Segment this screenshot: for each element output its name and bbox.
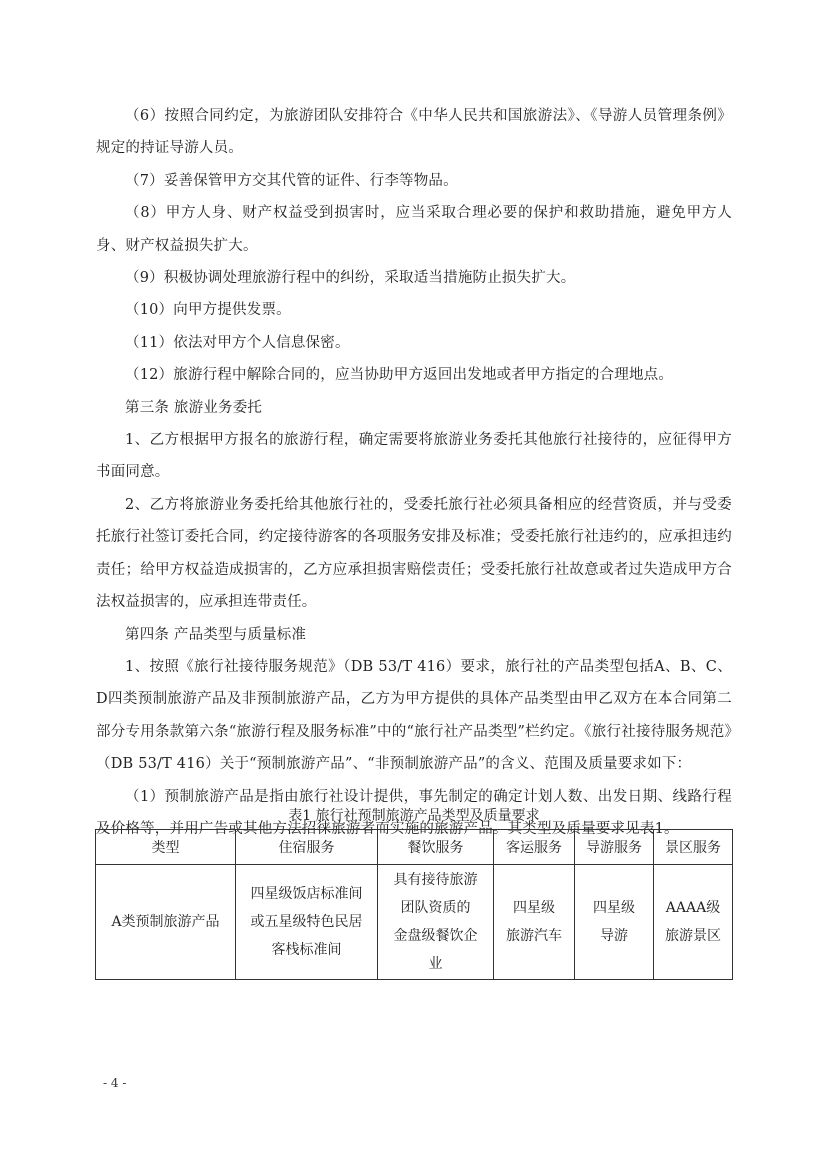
table-cell-type: A类预制旅游产品: [96, 865, 236, 980]
table-row: [96, 865, 733, 980]
page-number: - 4 -: [103, 1076, 127, 1090]
paragraph-clause-11: （11）依法对甲方个人信息保密。: [125, 334, 350, 351]
paragraph-clause-7: （7）妥善保管甲方交其代管的证件、行李等物品。: [125, 172, 458, 189]
paragraph-article-3-item-2: 2、乙方将旅游业务委托给其他旅行社的，受委托旅行社必须具备相应的经营资质，并与受委托旅行社签订委托合同，约定接待游客的各项服务安排及标准；受委托旅行社违约的，应承担违约责任；给甲方权益造成损害的，乙方应承担损害赔偿责任；受委托旅行社故意或者过失造成甲方合法权益损害的，应承担连带责任。: [96, 496, 732, 611]
header-cell-guide: 导游服务: [575, 830, 654, 865]
header-cell-scenic: 景区服务: [654, 830, 733, 865]
table-cell-accommodation: 四星级饭店标准间 或五星级特色民居 客栈标准间: [236, 865, 378, 980]
paragraph-clause-10: （10）向甲方提供发票。: [125, 302, 291, 319]
table-cell-transport: 四星级 旅游汽车: [494, 865, 575, 980]
paragraph-clause-9: （9）积极协调处理旅游行程中的纠纷，采取适当措施防止损失扩大。: [125, 270, 576, 287]
table-cell-catering: 具有接待旅游 团队资质的 金盘级餐饮企 业: [378, 865, 494, 980]
section-heading-article-3: 第三条 旅游业务委托: [125, 399, 263, 416]
header-cell-accommodation: 住宿服务: [236, 830, 378, 865]
paragraph-article-3-item-1: 1、乙方根据甲方报名的旅游行程，确定需要将旅游业务委托其他旅行社接待的，应征得甲方书面同意。: [96, 432, 732, 481]
header-cell-catering: 餐饮服务: [378, 830, 494, 865]
section-heading-article-4: 第四条 产品类型与质量标准: [125, 626, 307, 643]
body-text: [96, 100, 732, 845]
paragraph-clause-6: （6）按照合同约定，为旅游团队安排符合《中华人民共和国旅游法》、《导游人员管理条例》规定的持证导游人员。: [96, 108, 732, 157]
paragraph-clause-12: （12）旅游行程中解除合同的，应当协助甲方返回出发地或者甲方指定的合理地点。: [125, 367, 674, 384]
paragraph-clause-8: （8）甲方人身、财产权益受到损害时，应当采取合理必要的保护和救助措施，避免甲方人身、财产权益损失扩大。: [96, 205, 732, 254]
table-cell-scenic: AAAA级 旅游景区: [654, 865, 733, 980]
table-header-row: [96, 830, 733, 865]
header-cell-type: 类型: [96, 830, 236, 865]
table-caption: 表1 旅行社预制旅游产品类型及质量要求: [288, 808, 540, 824]
table-cell-guide: 四星级 导游: [575, 865, 654, 980]
paragraph-prefab-product-definition: （1）预制旅游产品是指由旅行社设计提供，事先制定的确定计划人数、出发日期、线路行程及价格等，并用广告或其他方法招徕旅游者而实施的旅游产品。其类型及质量要求见表1。: [96, 788, 732, 837]
paragraph-article-4-item-1: 1、按照《旅行社接待服务规范》（DB 53/T 416）要求，旅行社的产品类型包括A、B、C、D四类预制旅游产品及非预制旅游产品，乙方为甲方提供的具体产品类型由甲乙双方在本合同第二部分专用条款第六条“旅游行程及服务标准”中的“旅行社产品类型”栏约定。《旅行社接待服务规范》（DB 53/T 416）关于“预制旅游产品”、“非预制旅游产品”的含义、范围及质量要求如下：: [96, 658, 732, 773]
header-cell-transport: 客运服务: [494, 830, 575, 865]
product-quality-table: [95, 829, 733, 980]
